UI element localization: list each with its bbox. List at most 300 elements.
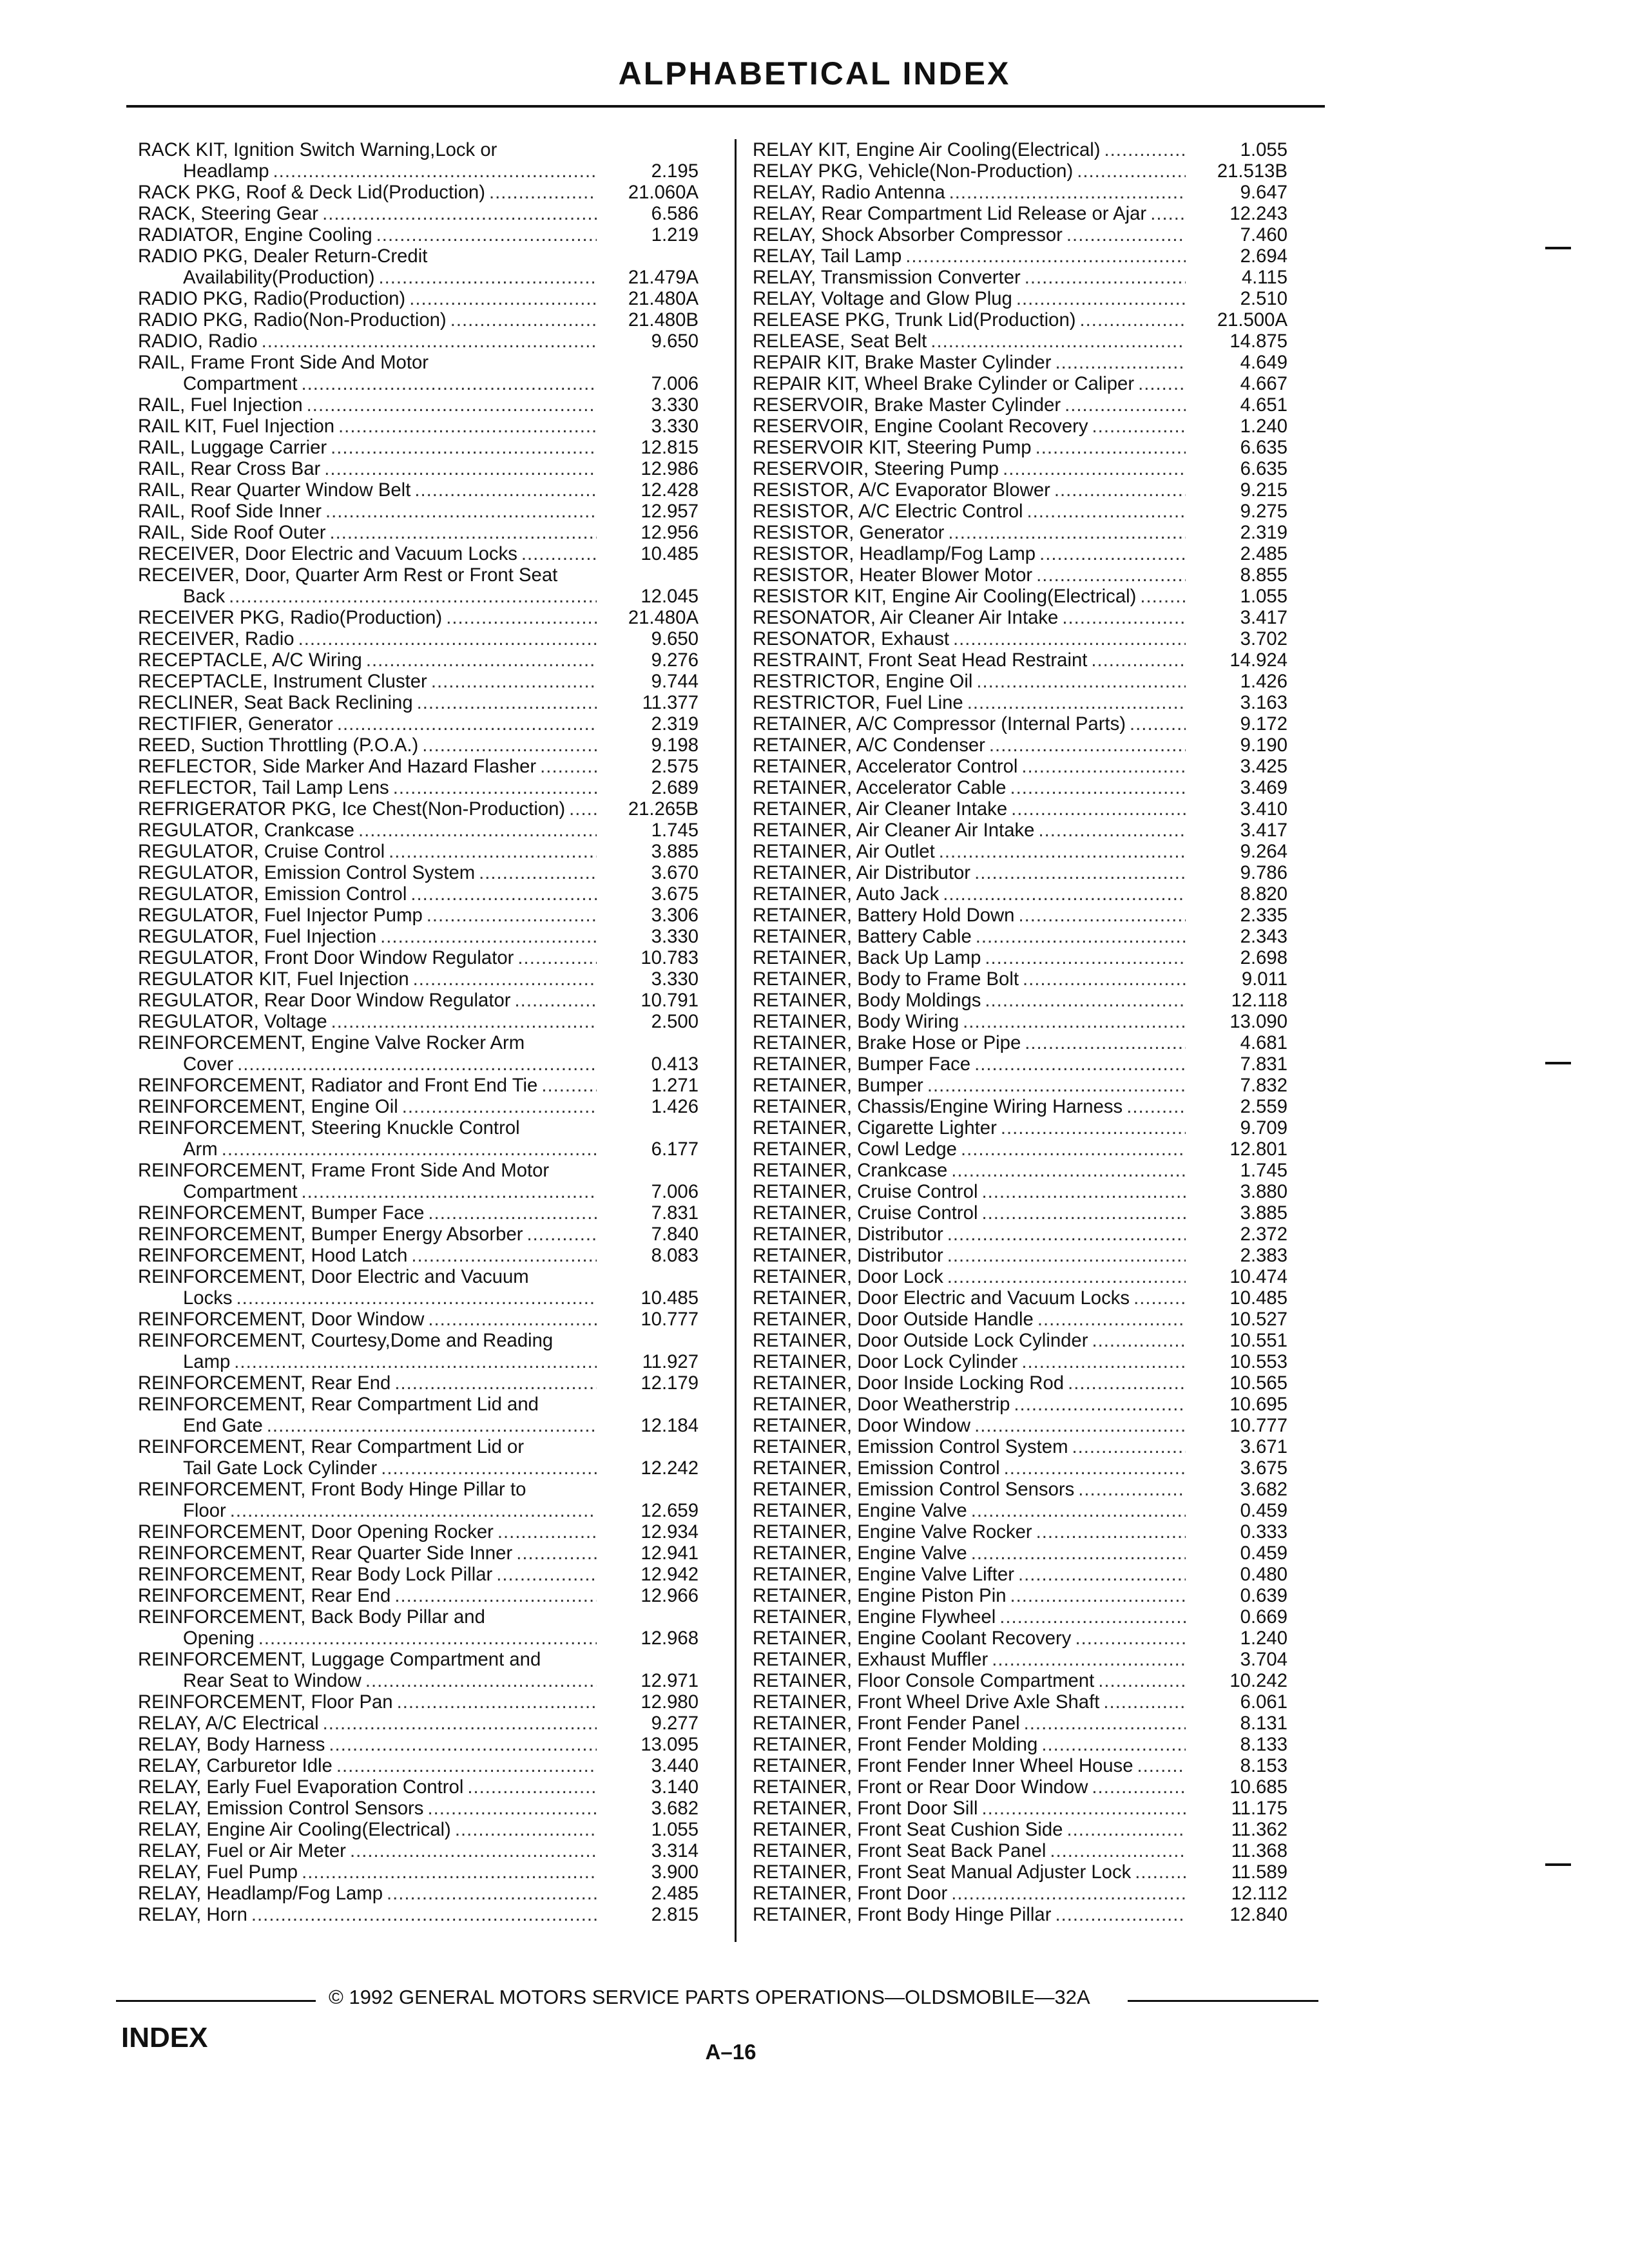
index-entry-line [753,1032,1287,1053]
index-entry-line [753,331,1287,352]
index-entry-page: 2.559 [1240,1096,1287,1117]
dot-leader [976,926,1186,947]
index-entry-page: 3.417 [1240,607,1287,628]
index-entry-text: REINFORCEMENT, Rear Quarter Side Inner [138,1542,513,1564]
index-entry-text: RETAINER, Engine Coolant Recovery [753,1628,1072,1649]
dot-leader [358,820,597,841]
index-entry [753,543,1287,564]
index-entry-page: 3.330 [651,416,699,437]
index-entry [138,1606,699,1649]
dot-leader [251,1904,597,1925]
dot-leader [953,628,1186,649]
index-entry-line [753,1585,1287,1606]
dot-leader [414,479,597,501]
index-entry [138,777,699,798]
margin-tick-mark [1545,1863,1571,1866]
index-entry-page: 2.335 [1240,905,1287,926]
index-entry [138,1011,699,1032]
index-entry-page: 12.934 [641,1521,699,1542]
index-entry-line [138,820,699,841]
index-entry [753,1585,1287,1606]
index-entry-line [753,245,1287,267]
index-entry-line [753,1500,1287,1521]
index-entry-text: REINFORCEMENT, Rear Compartment Lid or [138,1436,525,1457]
dot-leader [1092,1776,1186,1798]
index-entry-text: RETAINER, Cruise Control [753,1202,978,1224]
dot-leader [234,1351,597,1372]
index-entry-page: 14.875 [1229,331,1287,352]
index-entry-page: 1.271 [651,1075,699,1096]
index-entry-page: 2.500 [651,1011,699,1032]
index-entry [138,501,699,522]
dot-leader [324,458,597,479]
index-entry-page: 9.215 [1240,479,1287,501]
index-entry-page: 11.927 [642,1351,699,1372]
index-entry-line [753,671,1287,692]
index-entry-page: 2.485 [651,1883,699,1904]
index-entry-text: RESERVOIR, Steering Pump [753,458,999,479]
index-entry-page: 3.880 [1240,1181,1287,1202]
dot-leader [301,1181,597,1202]
index-entry-text: RAIL, Side Roof Outer [138,522,326,543]
index-entry [138,1117,699,1160]
index-entry [138,1649,699,1691]
index-entry-line [138,1351,699,1372]
index-entry [753,245,1287,267]
dot-leader [402,1096,597,1117]
index-entry-text: REINFORCEMENT, Door Electric and Vacuum [138,1266,529,1287]
index-entry [753,1181,1287,1202]
index-entry-text: RACK, Steering Gear [138,203,319,224]
index-entry-text: RECEIVER PKG, Radio(Production) [138,607,443,628]
index-entry-line [753,968,1287,990]
index-entry [138,543,699,564]
dot-leader [1036,437,1186,458]
index-entry-page: 1.426 [1240,671,1287,692]
index-entry-page: 3.704 [1240,1649,1287,1670]
index-entry-page: 2.343 [1240,926,1287,947]
index-entry-text: REINFORCEMENT, Bumper Energy Absorber [138,1224,523,1245]
index-entry-text: RESISTOR KIT, Engine Air Cooling(Electrical) [753,586,1137,607]
index-entry [753,1394,1287,1415]
title-rule [126,105,1325,108]
index-entry-page: 0.459 [1240,1500,1287,1521]
index-entry [138,1798,699,1819]
index-entry-text: REINFORCEMENT, Radiator and Front End Tie [138,1075,538,1096]
index-entry-text: RELAY PKG, Vehicle(Non-Production) [753,160,1074,182]
index-entry-text: Availability(Production) [183,267,375,288]
index-entry-text: RETAINER, Cigarette Lighter [753,1117,997,1139]
index-entry-line [753,607,1287,628]
dot-leader [331,437,597,458]
index-entry-page: 8.133 [1240,1734,1287,1755]
index-entry-page: 12.968 [641,1628,699,1649]
index-entry [753,1734,1287,1755]
index-entry-line [138,1755,699,1776]
index-entry-text: RETAINER, A/C Condenser [753,735,985,756]
index-entry-text: RAIL, Fuel Injection [138,394,303,416]
index-entry-line [753,1394,1287,1415]
dot-leader [905,245,1186,267]
dot-leader [378,267,597,288]
dot-leader [1014,1394,1186,1415]
dot-leader [947,1245,1186,1266]
index-entry-page: 9.650 [651,628,699,649]
dot-leader [971,1542,1186,1564]
index-entry-line [138,437,699,458]
index-entry-page: 21.480A [628,288,699,309]
index-entry-line [753,1351,1287,1372]
index-entry-line [138,1117,699,1139]
index-entry-text: RESISTOR, Headlamp/Fog Lamp [753,543,1036,564]
dot-leader [971,1500,1186,1521]
index-entry-page: 7.840 [651,1224,699,1245]
index-entry-line [138,1266,699,1287]
index-entry-text: RETAINER, Emission Control System [753,1436,1068,1457]
index-entry-text: RELAY, A/C Electrical [138,1713,319,1734]
index-entry [753,479,1287,501]
index-entry-text: RETAINER, Door Window [753,1415,971,1436]
index-entry-text: RETAINER, Body to Frame Bolt [753,968,1019,990]
index-entry-line [138,373,699,394]
dot-leader [947,1266,1186,1287]
index-entry-text: RETAINER, Accelerator Control [753,756,1018,777]
dot-leader [479,862,597,883]
dot-leader [930,331,1186,352]
index-entry-page: 6.586 [651,203,699,224]
index-entry-line [138,501,699,522]
index-entry-text: RETAINER, Front Door [753,1883,948,1904]
index-entry [753,671,1287,692]
index-entry [138,735,699,756]
index-entry-text: REED, Suction Throttling (P.O.A.) [138,735,419,756]
dot-leader [329,522,597,543]
index-entry-page: 7.006 [651,1181,699,1202]
index-entry-text: REINFORCEMENT, Steering Knuckle Control [138,1117,520,1139]
index-entry [138,203,699,224]
index-entry [753,1840,1287,1861]
index-entry-text: RELAY, Carburetor Idle [138,1755,333,1776]
index-entry [138,139,699,182]
index-entry [138,1330,699,1372]
index-entry-text: RETAINER, Engine Flywheel [753,1606,996,1628]
dot-leader [365,1670,597,1691]
index-entry-page: 8.153 [1240,1755,1287,1776]
index-entry-line [753,1883,1287,1904]
index-entry-text: REGULATOR, Crankcase [138,820,354,841]
index-entry-text: RETAINER, Battery Cable [753,926,972,947]
index-entry-text: RETAINER, Exhaust Muffler [753,1649,988,1670]
index-entry-text: RETAINER, Air Distributor [753,862,971,883]
index-entry-page: 12.942 [641,1564,699,1585]
dot-leader [1021,1351,1186,1372]
index-entry-line [753,1053,1287,1075]
index-entry [753,1755,1287,1776]
column-divider [735,139,737,1942]
index-entry-text: RETAINER, Door Weatherstrip [753,1394,1010,1415]
dot-leader [410,883,597,905]
index-entry-line [753,224,1287,245]
index-entry-line [138,1628,699,1649]
index-entry [753,1351,1287,1372]
index-entry [753,564,1287,586]
index-entry-line [753,1861,1287,1883]
dot-leader [489,182,597,203]
dot-leader [974,1053,1186,1075]
index-entry-text: Tail Gate Lock Cylinder [183,1457,378,1479]
index-entry-page: 0.459 [1240,1542,1287,1564]
index-entry-text: RACK KIT, Ignition Switch Warning,Lock or [138,139,497,160]
index-entry-text: RETAINER, A/C Compressor (Internal Parts) [753,713,1126,735]
dot-leader [325,501,597,522]
index-entry-text: RESTRICTOR, Engine Oil [753,671,973,692]
index-entry-page: 11.377 [642,692,699,713]
dot-leader [981,1798,1186,1819]
index-entry [138,1542,699,1564]
index-entry [753,224,1287,245]
index-entry-text: RAIL, Rear Cross Bar [138,458,321,479]
index-entry-line [138,1224,699,1245]
index-entry [138,1713,699,1734]
index-entry-text: RETAINER, Front Door Sill [753,1798,978,1819]
dot-leader [974,1415,1186,1436]
dot-leader [1003,458,1186,479]
index-entry-line [753,288,1287,309]
index-entry-text: REGULATOR, Cruise Control [138,841,385,862]
dot-leader [1091,649,1186,671]
index-entry-text: RESERVOIR, Engine Coolant Recovery [753,416,1088,437]
index-entry-line [753,1202,1287,1224]
index-entry [138,1266,699,1309]
index-entry [753,1287,1287,1309]
index-entry-page: 12.980 [641,1691,699,1713]
index-entry-text: REGULATOR, Front Door Window Regulator [138,947,514,968]
index-entry [138,245,699,288]
index-entry-line [753,1436,1287,1457]
dot-leader [541,1075,597,1096]
index-entry-page: 9.172 [1240,713,1287,735]
index-entry-text: RELAY, Tail Lamp [753,245,902,267]
dot-leader [985,947,1186,968]
index-entry-text: RAIL, Roof Side Inner [138,501,322,522]
index-entry-page: 3.330 [651,968,699,990]
dot-leader [1021,756,1186,777]
dot-leader [427,905,597,926]
index-entry [753,1500,1287,1521]
dot-leader [417,692,597,713]
index-entry-line [753,501,1287,522]
index-entry-line [138,1372,699,1394]
dot-leader [467,1776,597,1798]
index-entry-text: Opening [183,1628,255,1649]
index-entry-page: 1.240 [1240,416,1287,437]
index-entry-page: 10.685 [1229,1776,1287,1798]
index-entry [138,309,699,331]
dot-leader [1037,1309,1186,1330]
index-entry-line [138,1457,699,1479]
index-entry-page: 10.527 [1229,1309,1287,1330]
index-entry [753,1606,1287,1628]
index-entry-page: 1.745 [651,820,699,841]
dot-leader [985,990,1186,1011]
dot-leader [497,1521,597,1542]
index-entry [138,1075,699,1096]
index-entry-line [753,735,1287,756]
index-entry [753,1628,1287,1649]
dot-leader [1065,394,1186,416]
index-entry-line [753,905,1287,926]
dot-leader [236,1287,597,1309]
index-entry-line [753,1415,1287,1436]
dot-leader [961,1139,1186,1160]
index-entry [753,1542,1287,1564]
index-entry-line [138,756,699,777]
index-entry-page: 4.649 [1240,352,1287,373]
index-entry-page: 21.513B [1217,160,1287,182]
dot-leader [258,1628,597,1649]
index-entry-text: RETAINER, Distributor [753,1245,943,1266]
index-entry [753,756,1287,777]
index-entry-page: 4.651 [1240,394,1287,416]
index-entry-text: REINFORCEMENT, Floor Pan [138,1691,393,1713]
dot-leader [427,1798,597,1819]
index-entry-text: REFRIGERATOR PKG, Ice Chest(Non-Production) [138,798,566,820]
index-entry-page: 12.179 [641,1372,699,1394]
index-entry-text: RETAINER, Body Wiring [753,1011,959,1032]
index-entry-text: RETAINER, Cruise Control [753,1181,978,1202]
index-entry-text: Compartment [183,373,298,394]
index-entry-line [753,1309,1287,1330]
index-entry-page: 0.480 [1240,1564,1287,1585]
index-entry-text: RETAINER, Front Body Hinge Pillar [753,1904,1052,1925]
dot-leader [338,416,597,437]
index-entry-page: 9.275 [1240,501,1287,522]
index-entry-line [138,1606,699,1628]
index-entry-text: RADIATOR, Engine Cooling [138,224,372,245]
index-entry-page: 21.480A [628,607,699,628]
index-entry-line [753,1734,1287,1755]
index-entry-line [138,1096,699,1117]
index-entry-line [138,692,699,713]
dot-leader [1004,1457,1186,1479]
index-entry-page: 21.060A [628,182,699,203]
index-entry-line [753,628,1287,649]
index-entry [138,628,699,649]
dot-leader [951,1160,1186,1181]
index-entry-text: REINFORCEMENT, Rear Compartment Lid and [138,1394,539,1415]
index-entry-page: 3.425 [1240,756,1287,777]
index-entry-text: RETAINER, Accelerator Cable [753,777,1007,798]
index-entry-text: RETAINER, Door Lock Cylinder [753,1351,1018,1372]
index-entry-line [138,182,699,203]
dot-leader [1011,798,1186,820]
index-entry-line [753,1160,1287,1181]
index-entry-page: 2.689 [651,777,699,798]
index-entry [753,1224,1287,1245]
index-entry-page: 1.745 [1240,1160,1287,1181]
dot-leader [455,1819,597,1840]
dot-leader [428,1309,597,1330]
index-entry-line [753,1224,1287,1245]
dot-leader [329,1734,597,1755]
index-entry [753,416,1287,437]
index-entry-line [138,798,699,820]
index-entry [753,1266,1287,1287]
index-entry-page: 3.671 [1240,1436,1287,1457]
index-entry-page: 12.840 [1229,1904,1287,1925]
index-entry-page: 2.510 [1240,288,1287,309]
index-entry-line [753,692,1287,713]
index-entry-page: 21.480B [628,309,699,331]
index-entry-page: 12.941 [641,1542,699,1564]
index-entry-line [138,564,699,586]
index-entry-line [138,926,699,947]
dot-leader [337,713,597,735]
index-entry-page: 9.647 [1240,182,1287,203]
index-entry [138,394,699,416]
index-entry-text: RETAINER, Front or Rear Door Window [753,1776,1088,1798]
dot-leader [380,926,597,947]
dot-leader [1062,607,1186,628]
index-entry [753,947,1287,968]
dot-leader [1075,1628,1186,1649]
dot-leader [298,628,597,649]
index-entry-page: 2.319 [1240,522,1287,543]
index-entry [138,671,699,692]
index-entry [753,820,1287,841]
index-entry-text: RETAINER, Door Outside Handle [753,1309,1034,1330]
dot-leader [974,862,1186,883]
index-entry-text: Arm [183,1139,218,1160]
index-entry [138,1394,699,1436]
index-entry-line [138,1840,699,1861]
dot-leader [301,373,597,394]
index-entry-page: 10.485 [641,543,699,564]
dot-leader [1036,1521,1186,1542]
index-entry-text: RETAINER, Floor Console Compartment [753,1670,1095,1691]
index-entry [138,1309,699,1330]
footer-section-label: INDEX [121,2022,208,2053]
index-entry-text: REFLECTOR, Tail Lamp Lens [138,777,389,798]
index-entry [138,1160,699,1202]
index-entry-page: 0.639 [1240,1585,1287,1606]
index-entry [138,1734,699,1755]
index-entry-line [138,1436,699,1457]
index-entry-line [138,1521,699,1542]
index-entry [753,1649,1287,1670]
index-entry-page: 2.195 [651,160,699,182]
index-entry-line [138,479,699,501]
dot-leader [1068,1372,1186,1394]
index-entry-line [753,1266,1287,1287]
index-entry-line [138,1479,699,1500]
dot-leader [939,841,1186,862]
index-entry-line [138,267,699,288]
index-entry-line [138,671,699,692]
index-entry-line [138,224,699,245]
index-entry-line [753,1542,1287,1564]
index-entry-page: 12.966 [641,1585,699,1606]
index-entry-text: RETAINER, Crankcase [753,1160,948,1181]
index-entry-page: 10.695 [1229,1394,1287,1415]
index-entry-page: 10.777 [1229,1415,1287,1436]
index-entry-line [138,352,699,373]
index-entry-page: 10.474 [1229,1266,1287,1287]
index-entry-line [753,437,1287,458]
index-entry-page: 9.264 [1240,841,1287,862]
index-entry-page: 3.330 [651,926,699,947]
dot-leader [1104,139,1186,160]
